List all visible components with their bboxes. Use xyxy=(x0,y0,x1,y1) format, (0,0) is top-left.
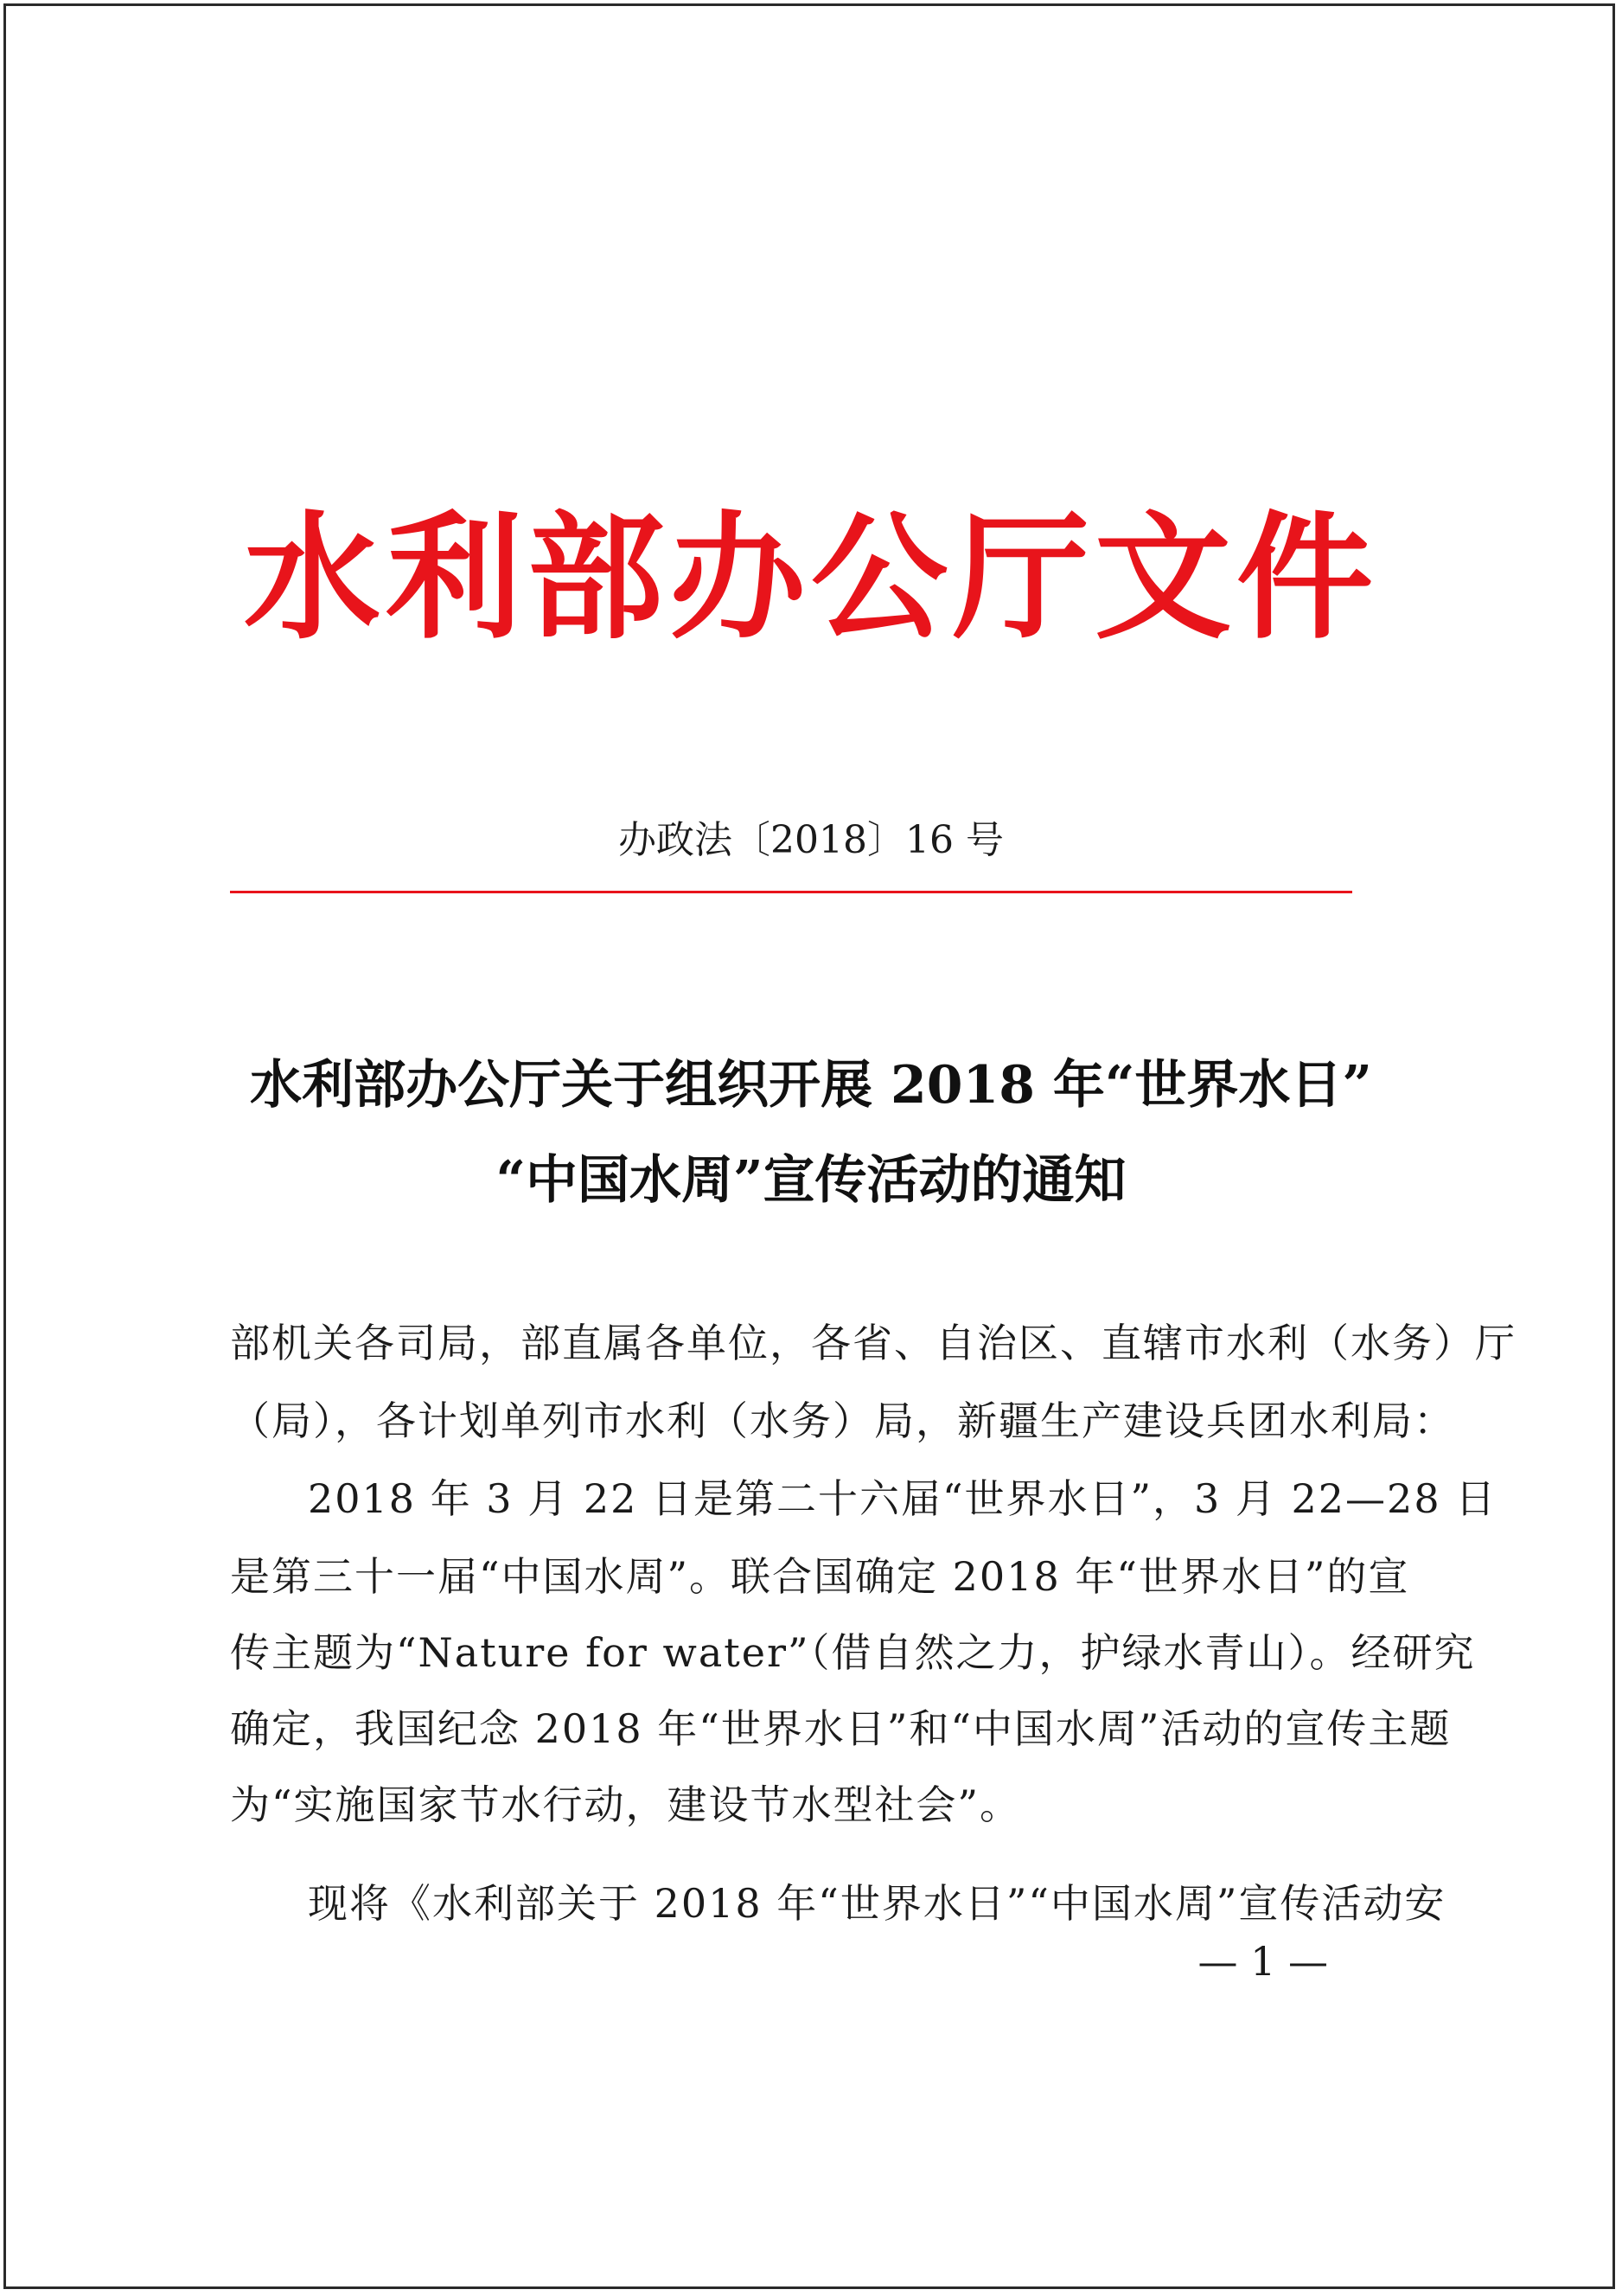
paragraph-2-line-1: 现将《水利部关于 2018 年“世界水日”“中国水周”宣传活动安 xyxy=(308,1880,1446,1927)
document-number: 办政法〔2018〕16 号 xyxy=(618,818,1004,862)
document-title-line-2: “中国水周”宣传活动的通知 xyxy=(495,1150,1127,1211)
addressee-line-2: （局），各计划单列市水利（水务）局，新疆生产建设兵团水利局： xyxy=(230,1397,1455,1444)
addressee-line-1: 部机关各司局，部直属各单位，各省、自治区、直辖市水利（水务）厅 xyxy=(230,1320,1517,1366)
document-title-line-1: 水利部办公厅关于组织开展 2018 年“世界水日” xyxy=(250,1055,1372,1116)
document-masthead: 水利部办公厅文件 xyxy=(244,498,1378,658)
paragraph-1-line-4: 确定，我国纪念 2018 年“世界水日”和“中国水周”活动的宣传主题 xyxy=(230,1705,1452,1752)
paragraph-1-line-1: 2018 年 3 月 22 日是第二十六届“世界水日”，3 月 22—28 日 xyxy=(308,1475,1497,1522)
page-number: — 1 — xyxy=(1197,1938,1328,1985)
page-border xyxy=(3,3,1615,2289)
paragraph-1-line-2: 是第三十一届“中国水周”。联合国确定 2018 年“世界水日”的宣 xyxy=(230,1553,1410,1600)
paragraph-1-line-5: 为“实施国家节水行动，建设节水型社会”。 xyxy=(230,1781,1022,1828)
red-divider-rule xyxy=(230,891,1352,893)
paragraph-1-line-3: 传主题为“Nature for water”（借自然之力，护绿水青山）。经研究 xyxy=(230,1629,1476,1676)
